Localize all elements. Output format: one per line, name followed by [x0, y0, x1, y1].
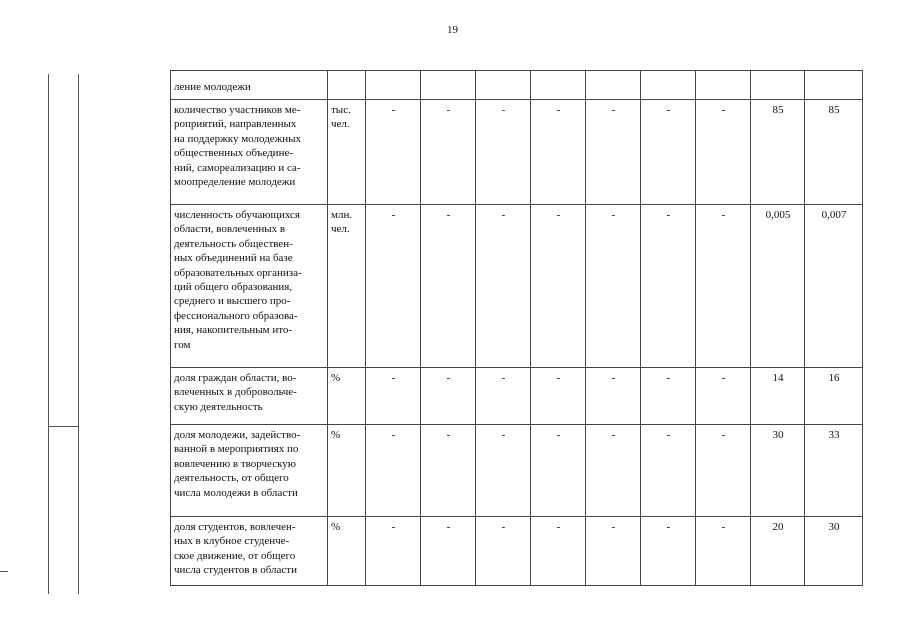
indicator-name-line: ния, накопительным ито- — [174, 324, 293, 337]
unit-line: тыс. — [331, 104, 351, 116]
indicators-table — [170, 70, 863, 586]
indicator-name: ление молодежи — [174, 81, 251, 93]
indicator-name-cell — [171, 425, 328, 517]
unit-line: % — [331, 521, 341, 533]
value-cell: - — [696, 517, 751, 586]
value-cell: - — [696, 205, 751, 368]
value-cell: - — [366, 368, 421, 425]
value-cell: - — [586, 205, 641, 368]
value-cell: 33 — [805, 425, 863, 517]
indicator-name-line: доля студентов, вовлечен- — [174, 521, 296, 533]
value-cell: - — [586, 368, 641, 425]
value-cell: - — [476, 100, 531, 205]
table-row — [171, 100, 863, 205]
value-cell: 0,007 — [805, 205, 863, 368]
unit-line: млн. — [331, 209, 353, 221]
unit-line: % — [331, 429, 341, 441]
unit-line: чел. — [331, 223, 350, 236]
value-cell: 20 — [751, 517, 805, 586]
left-row-divider — [48, 426, 78, 427]
value-cell: - — [531, 368, 586, 425]
value-cell: 85 — [805, 100, 863, 205]
value-cell — [531, 71, 586, 100]
indicator-name-line: ций общего образования, — [174, 281, 293, 294]
table-row — [171, 205, 863, 368]
value-cell: - — [641, 368, 696, 425]
value-cell: - — [476, 517, 531, 586]
indicator-name-line: образовательных организа- — [174, 266, 302, 279]
value-cell: - — [586, 517, 641, 586]
indicator-name-line: деятельность обществен- — [174, 237, 293, 250]
indicator-name-line: ское движение, от общего — [174, 549, 296, 562]
value-cell: - — [476, 425, 531, 517]
indicator-name-cell — [171, 100, 328, 205]
indicator-name-line: на поддержку молодежных — [174, 132, 302, 145]
indicator-name-line: числа молодежи в области — [174, 486, 298, 499]
value-cell: - — [531, 100, 586, 205]
table-row — [171, 517, 863, 586]
indicator-name-line: ных объединений на базе — [174, 252, 293, 265]
value-cell: - — [696, 425, 751, 517]
value-cell: 30 — [805, 517, 863, 586]
left-border-line-1 — [48, 74, 49, 594]
unit-line: % — [331, 372, 341, 384]
page-number-text: 19 — [447, 24, 458, 36]
value-cell: 30 — [751, 425, 805, 517]
table-body — [171, 71, 863, 586]
unit-cell — [328, 517, 366, 586]
unit-cell — [328, 368, 366, 425]
value-cell: - — [366, 100, 421, 205]
unit-cell — [328, 425, 366, 517]
left-border-line-2 — [78, 74, 79, 594]
indicator-name-line: ний, самореализацию и са- — [174, 161, 301, 174]
indicator-name-line: скую деятельность — [174, 400, 263, 413]
value-cell — [586, 71, 641, 100]
indicator-name-line: области, вовлеченных в — [174, 223, 286, 236]
value-cell: - — [366, 425, 421, 517]
value-cell: - — [696, 100, 751, 205]
indicator-name-line: вовлечению в творческую — [174, 457, 296, 470]
indicator-name-line: численность обучающихся — [174, 209, 300, 221]
indicator-name-line: доля молодежи, задейство- — [174, 429, 301, 441]
indicator-name-line: общественных объедине- — [174, 147, 294, 160]
value-cell: 14 — [751, 368, 805, 425]
value-cell: - — [696, 368, 751, 425]
indicator-name-line: влеченных в добровольче- — [174, 386, 297, 399]
value-cell: - — [641, 425, 696, 517]
value-cell: - — [421, 368, 476, 425]
value-cell: - — [366, 205, 421, 368]
value-cell: - — [531, 205, 586, 368]
value-cell — [805, 71, 863, 100]
value-cell: - — [531, 425, 586, 517]
indicator-name-cell — [171, 368, 328, 425]
value-cell — [641, 71, 696, 100]
value-cell: - — [476, 368, 531, 425]
value-cell: - — [421, 205, 476, 368]
value-cell — [476, 71, 531, 100]
indicator-name-line: среднего и высшего про- — [174, 295, 291, 308]
table-row — [171, 425, 863, 517]
indicator-name-line: гом — [174, 338, 191, 351]
value-cell: - — [421, 425, 476, 517]
unit-line: чел. — [331, 118, 350, 131]
indicator-name-line: деятельность, от общего — [174, 472, 289, 485]
indicator-name-cell — [171, 71, 328, 100]
value-cell: - — [421, 100, 476, 205]
value-cell: - — [641, 205, 696, 368]
value-cell: - — [421, 517, 476, 586]
indicator-name-line: ванной в мероприятиях по — [174, 443, 299, 456]
indicator-name-cell — [171, 517, 328, 586]
value-cell: - — [586, 100, 641, 205]
value-cell: - — [476, 205, 531, 368]
unit-cell — [328, 71, 366, 100]
value-cell — [751, 71, 805, 100]
value-cell — [421, 71, 476, 100]
value-cell — [366, 71, 421, 100]
unit-cell — [328, 205, 366, 368]
page-number — [0, 24, 905, 36]
indicator-name-line: ных в клубное студенче- — [174, 535, 290, 548]
value-cell — [696, 71, 751, 100]
indicator-name-line: количество участников ме- — [174, 104, 301, 116]
value-cell: 16 — [805, 368, 863, 425]
left-edge-mark — [0, 571, 8, 572]
value-cell: - — [641, 517, 696, 586]
value-cell: - — [641, 100, 696, 205]
indicator-name-line: фессионального образова- — [174, 309, 298, 322]
indicator-name-line: моопределение молодежи — [174, 176, 296, 189]
value-cell: - — [531, 517, 586, 586]
unit-cell — [328, 100, 366, 205]
value-cell: - — [366, 517, 421, 586]
indicator-name-line: числа студентов в области — [174, 564, 297, 577]
indicator-name-line: доля граждан области, во- — [174, 372, 297, 384]
value-cell: - — [586, 425, 641, 517]
indicator-name-cell — [171, 205, 328, 368]
value-cell: 0,005 — [751, 205, 805, 368]
table-row — [171, 368, 863, 425]
table-row — [171, 71, 863, 100]
indicator-name-line: роприятий, направленных — [174, 118, 297, 131]
value-cell: 85 — [751, 100, 805, 205]
